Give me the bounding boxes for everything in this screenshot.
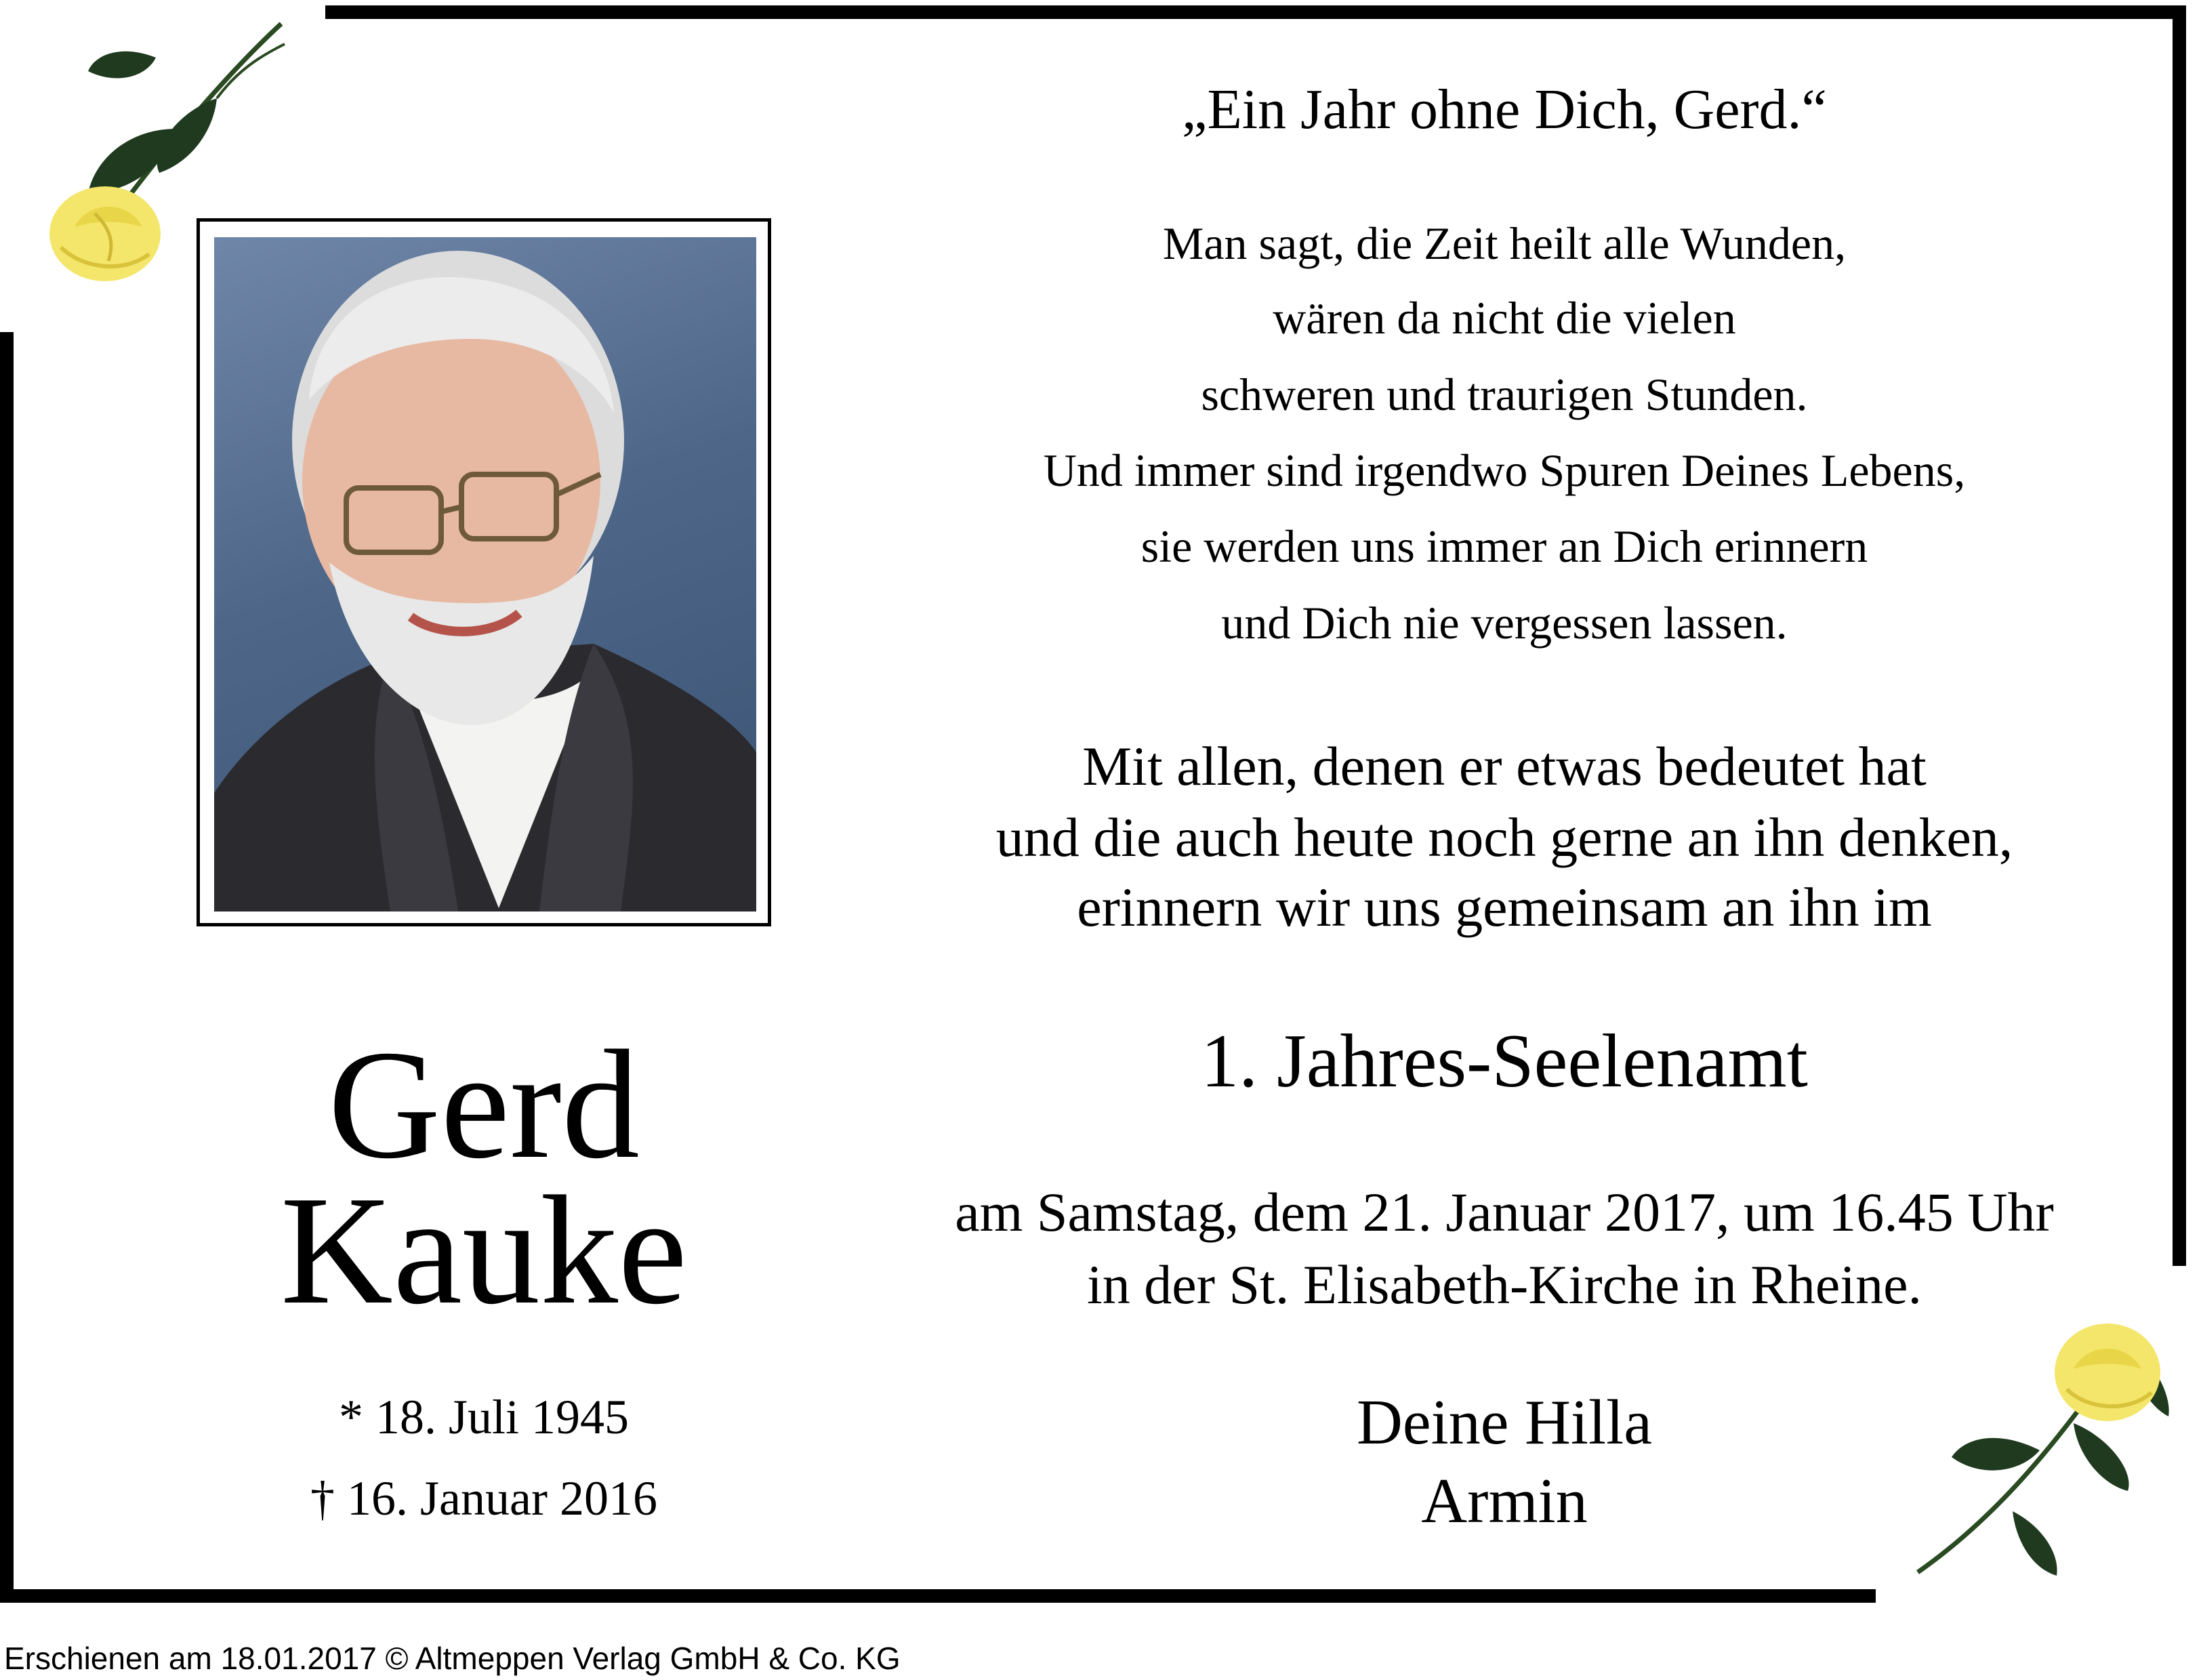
publication-footer: Erschienen am 18.01.2017 © Altmeppen Verlag GmbH & Co. KG [4, 1641, 901, 1676]
event-title: 1. Jahres-Seelenamt [1201, 1019, 1808, 1103]
event-location-line: in der St. Elisabeth-Kirche in Rheine. [1087, 1254, 1922, 1315]
poem-line: und Dich nie vergessen lassen. [1221, 597, 1788, 649]
birth-date: * 18. Juli 1945 [338, 1390, 630, 1444]
poem-line: sie werden uns immer an Dich erinnern [1140, 520, 1868, 572]
deceased-first-name: Gerd [328, 1018, 640, 1191]
border-bottom [0, 1589, 1876, 1603]
portrait-photo [214, 237, 756, 911]
border-right [2173, 5, 2186, 1266]
signature-line: Deine Hilla [1357, 1387, 1652, 1458]
border-left [0, 332, 14, 1603]
invitation-line: Mit allen, denen er etwas bedeutet hat [1082, 735, 1927, 797]
quote-title: „Ein Jahr ohne Dich, Gerd.“ [1182, 78, 1827, 141]
deceased-last-name: Kauke [280, 1164, 688, 1336]
poem-line: schweren und traurigen Stunden. [1201, 369, 1808, 420]
invitation-line: und die auch heute noch gerne an ihn denken, [995, 806, 2013, 868]
poem-line: wären da nicht die vielen [1273, 292, 1736, 344]
invitation-line: erinnern wir uns gemeinsam an ihn im [1077, 876, 1932, 938]
event-date-line: am Samstag, dem 21. Januar 2017, um 16.45 Uhr [955, 1181, 2054, 1243]
border-top [325, 5, 2186, 19]
poem-line: Man sagt, die Zeit heilt alle Wunden, [1162, 218, 1847, 269]
signature-line: Armin [1421, 1466, 1588, 1536]
poem-line: Und immer sind irgendwo Spuren Deines Lebens, [1043, 445, 1966, 496]
death-date: † 16. Januar 2016 [310, 1471, 657, 1525]
